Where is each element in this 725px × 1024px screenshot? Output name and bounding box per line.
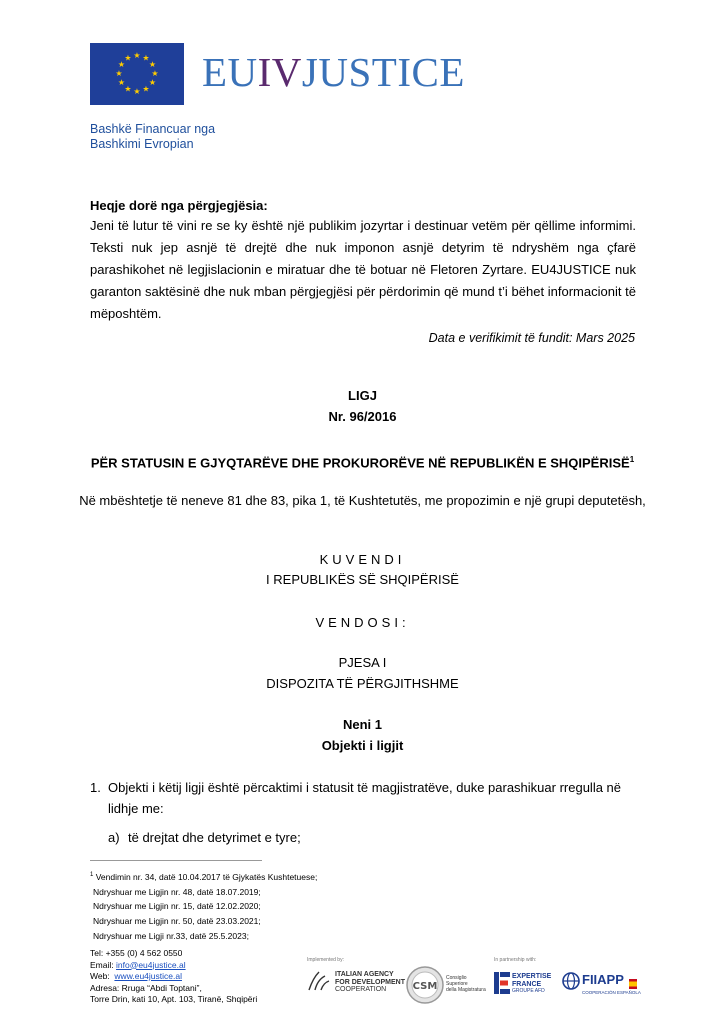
eu4justice-logo: EUIVJUSTICE — [202, 49, 465, 95]
item-text: Objekti i këtij ligji është përcaktimi i statusit të magjistratëve, duke parashikuar rregulla në lidhje me: — [108, 780, 622, 816]
partnership-label: In partnership with: — [494, 957, 537, 963]
aics-emblem-icon — [307, 970, 331, 994]
decides-heading: VENDOSI: — [315, 615, 410, 630]
svg-text:★: ★ — [151, 69, 159, 78]
csm-text: Consiglio Superiore della Magistratura — [446, 975, 486, 993]
svg-text:★: ★ — [133, 87, 141, 96]
expertise-france-text: EXPERTISE FRANCE GROUPE AFD — [512, 973, 552, 994]
svg-text:★: ★ — [133, 51, 141, 60]
spain-flag-icon — [629, 976, 637, 994]
footnote-line: Ndryshuar me Ligjin nr. 50, datë 23.03.2021; — [93, 916, 261, 927]
svg-text:★: ★ — [148, 60, 157, 69]
footnote-divider — [90, 860, 262, 861]
footnotes — [90, 868, 317, 944]
item-number: 1. — [90, 780, 101, 795]
article-heading: Neni 1 — [342, 717, 382, 732]
aics-logo — [307, 970, 331, 999]
svg-text:★: ★ — [117, 78, 126, 87]
svg-text:★: ★ — [142, 53, 150, 63]
implemented-by-label: Implemented by: — [307, 957, 344, 963]
fiiapp-logo — [562, 972, 580, 995]
svg-text:★: ★ — [142, 84, 150, 94]
law-number: Nr. 96/2016 — [328, 409, 397, 424]
expertise-france-logo — [494, 972, 510, 999]
contact-address: Adresa: Rruga “Abdi Toptani”, — [90, 982, 202, 993]
disclaimer-title: Heqje dorë nga përgjegjësia: — [90, 198, 268, 213]
svg-text:★: ★ — [124, 53, 132, 63]
assembly-heading: KUVENDI — [319, 552, 406, 567]
eu-flag-logo — [90, 43, 184, 105]
contact-phone: Tel: +355 (0) 4 562 0550 — [90, 948, 183, 958]
fiiapp-name: FIIAPP — [582, 972, 624, 987]
subitem-text: të drejtat dhe detyrimet e tyre; — [128, 830, 301, 845]
part-title: DISPOZITA TË PËRGJITHSHME — [266, 676, 459, 691]
contact-info — [90, 948, 257, 1006]
email-link[interactable]: info@eu4justice.al — [116, 959, 186, 970]
contact-address: Torre Drin, kati 10, Apt. 103, Tiranë, Shqipëri — [90, 994, 258, 1004]
svg-text:★: ★ — [117, 60, 126, 69]
fiiapp-sub: COOPERACIÓN ESPAÑOLA — [582, 990, 641, 995]
article-title: Objekti i ligjit — [321, 738, 404, 753]
web-link[interactable]: www.eu4justice.al — [114, 971, 182, 981]
subitem-letter: a) — [108, 830, 120, 845]
csm-logo — [405, 965, 445, 1010]
assembly-subheading: I REPUBLIKËS SË SHQIPËRISË — [266, 572, 459, 587]
footnote-line: Ndryshuar me Ligji nr.33, datë 25.5.2023; — [93, 931, 249, 942]
svg-text:★: ★ — [148, 78, 157, 87]
footnote-marker[interactable]: 1 — [629, 455, 635, 464]
svg-text:★: ★ — [124, 84, 132, 94]
footnote-line: Ndryshuar me Ligjin nr. 48, datë 18.07.2019; — [93, 886, 261, 897]
svg-text:★: ★ — [115, 69, 123, 78]
csm-abbr: CSM — [412, 981, 438, 992]
law-title: PËR STATUSIN E GJYQTARËVE DHE PROKURORËVE NË REPUBLIKËN E SHQIPËRISË$^1$ — [90, 455, 635, 471]
footnote-line: Ndryshuar me Ligjin nr. 15, datë 12.02.2020; — [93, 901, 261, 912]
eu-stars-icon — [90, 43, 184, 105]
fiiapp-globe-icon — [562, 972, 580, 990]
contact-email-row: Email: info@eu4justice.al — [90, 959, 186, 970]
disclaimer-body: Jeni të lutur të vini re se ky është një publikim jozyrtar i destinuar vetëm për qëllime informimi. Teksti nuk jep asnjë të drejtë dhe nuk imponon asnjë detyrim të ndryshëm nga çfarë parashikohet në legjislacionin e miratuar dhe të botuar në Fletoren Zyrtare. EU4JUSTICE nuk garanton saktësinë dhe nuk mban përgjegjësi për përdorimin që mund t’i bëhet informacionit të mëposhtëm. — [90, 218, 636, 321]
csm-seal-icon — [405, 965, 445, 1005]
part-heading: PJESA I — [338, 655, 387, 670]
contact-web-row: Web: www.eu4justice.al — [90, 971, 182, 981]
expertise-france-mark-icon — [494, 972, 510, 994]
footnote-line: $^1$ Vendimin nr. 34, datë 10.04.2017 të Gjykatës Kushtetuese; — [90, 871, 318, 882]
aics-text: ITALIAN AGENCY FOR DEVELOPMENT COOPERATION — [335, 971, 406, 993]
cofinanced-note: Bashkë Financuar nga Bashkimi Evropian — [90, 122, 216, 151]
legal-basis: Në mbështetje të neneve 81 dhe 83, pika 1, të Kushtetutës, me propozimin e një grupi deputetësh, — [79, 493, 646, 508]
verification-date: Data e verifikimit të fundit: Mars 2025 — [428, 331, 635, 345]
law-type: LIGJ — [348, 388, 377, 403]
